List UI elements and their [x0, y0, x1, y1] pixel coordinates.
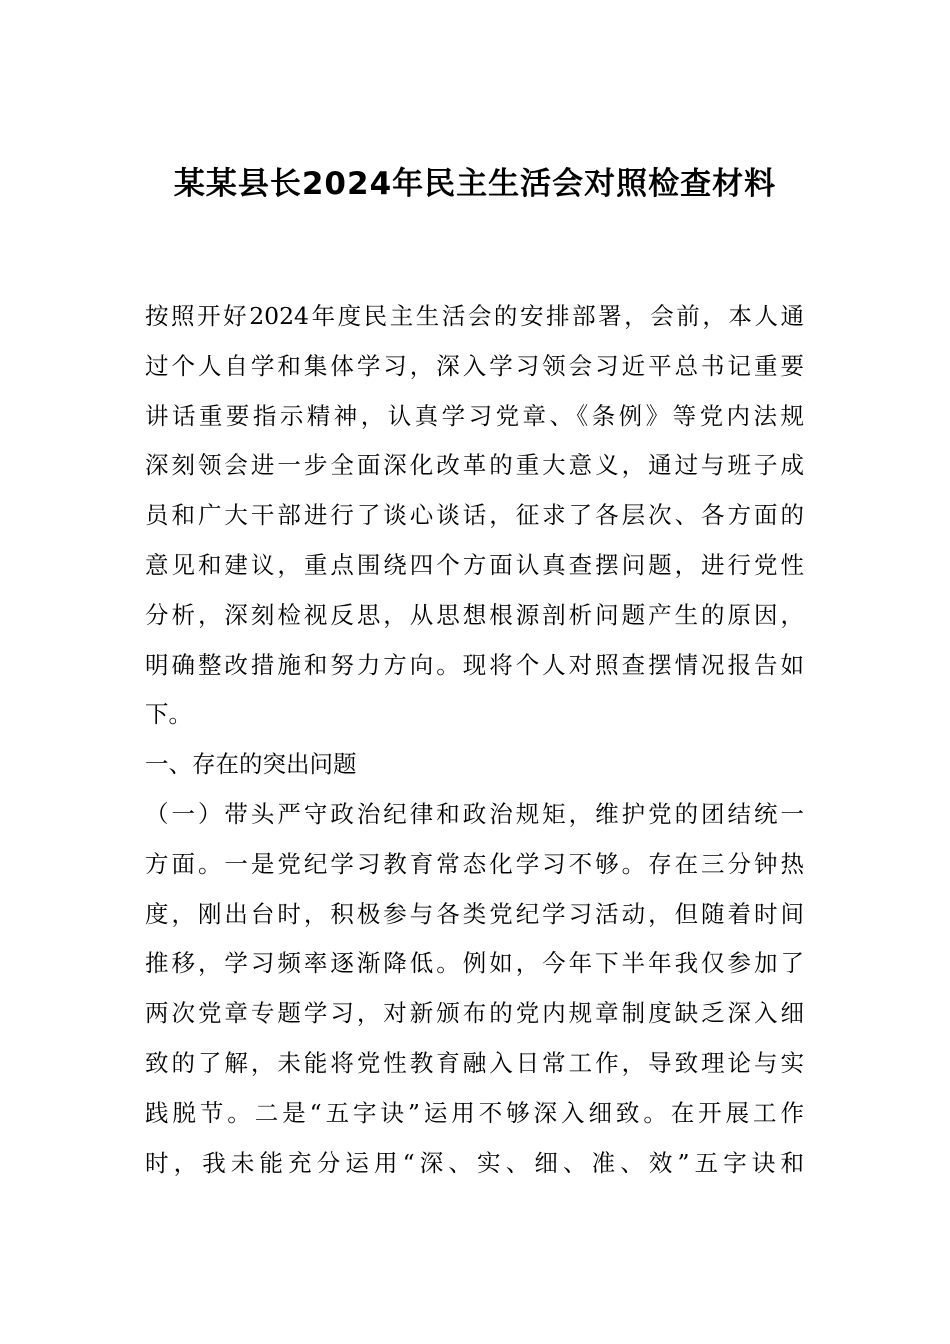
text-line: 明确整改措施和努力方向。现将个人对照查摆情况报告如	[145, 650, 804, 679]
text-line: 过个人自学和集体学习，深入学习领会习近平总书记重要	[145, 351, 804, 380]
text-line: 按照开好2024年度民主生活会的安排部署，会前，本人通	[145, 302, 804, 330]
text-line: 践脱节。二是“五字诀”运用不够深入细致。在开展工作	[145, 1098, 804, 1127]
text-line: 讲话重要指示精神，认真学习党章、《条例》等党内法规	[145, 401, 804, 430]
text-line: （一）带头严守政治纪律和政治规矩，维护党的团结统一	[145, 799, 804, 828]
text-line: 致的了解，未能将党性教育融入日常工作，导致理论与实	[145, 1048, 804, 1077]
text-line: 下。	[145, 700, 192, 729]
text-line: 分析，深刻检视反思，从思想根源剖析问题产生的原因，	[145, 600, 804, 629]
text-line: 员和广大干部进行了谈心谈话，征求了各层次、各方面的	[145, 501, 804, 530]
text-line: 意见和建议，重点围绕四个方面认真查摆问题，进行党性	[145, 550, 804, 579]
text-line: 深刻领会进一步全面深化改革的重大意义，通过与班子成	[145, 451, 804, 480]
document-title: 某某县长2024年民主生活会对照检查材料	[173, 166, 777, 202]
text-line: 时，我未能充分运用“深、实、细、准、效”五字诀和	[145, 1148, 804, 1177]
text-line: 方面。一是党纪学习教育常态化学习不够。存在三分钟热	[145, 849, 804, 878]
document-body	[145, 296, 804, 1192]
section-heading: 一、存在的突出问题	[145, 750, 357, 779]
text-line: 度，刚出台时，积极参与各类党纪学习活动，但随着时间	[145, 899, 804, 928]
text-line: 推移，学习频率逐渐降低。例如，今年下半年我仅参加了	[145, 949, 804, 978]
text-line: 两次党章专题学习，对新颁布的党内规章制度缺乏深入细	[145, 999, 804, 1028]
